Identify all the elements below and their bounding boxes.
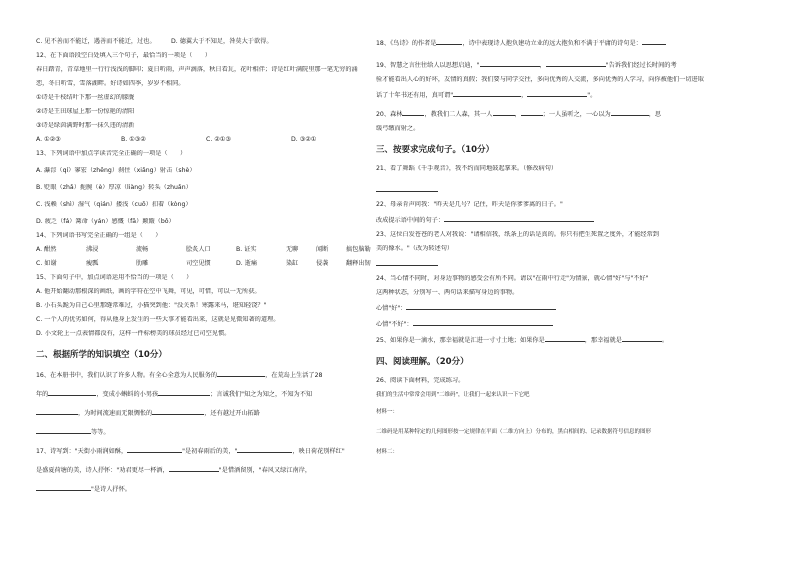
q14-option-c-word-1: C. 如谢 (36, 260, 57, 267)
q18-line (376, 38, 716, 48)
q18-text-b: ，诗中表现诗人抱负建功立业的远大抱负和不满于平庸的诗句是： (462, 40, 642, 47)
q22-answer-blank[interactable] (444, 215, 594, 222)
q14-option-b-word-2: 无聊 (286, 246, 299, 253)
q17-text-f: "是诗人抒怀。 (91, 486, 131, 493)
q15-option-b: B. 小石头跪为自己心里那缝常难过，小猫突到他："没关系！寒露来马，堪知轻饶？" (36, 302, 267, 309)
q14-option-d-word-2: 染缸 (286, 260, 299, 267)
q17-blank-3[interactable] (169, 465, 219, 472)
q13-option-d: D. 疲乏（fá）篝命（yán）感慨（fā）颠簸（bǒ） (36, 218, 175, 225)
q17-line-3 (36, 484, 376, 494)
q16-line-2 (36, 389, 376, 399)
q19-line-1 (376, 60, 716, 70)
material-2-label: 材料二： (376, 449, 399, 455)
q24-good-mood-label: 心情"好"： (376, 305, 407, 312)
q16-blank-3[interactable] (158, 389, 210, 396)
q11-option-c: C. 见不善而不能迁，遇善而不能迁，过也。 (36, 38, 156, 45)
q19-text-g: "。 (587, 92, 597, 99)
q23-line-2: 美的像水。"（改为转述句） (376, 245, 454, 252)
q24-bad-mood-label: 心情"不好"： (376, 321, 413, 328)
q13-option-a: A. 瀑淙（qí）寥宏（zhēng）刹住（xiǎng）射击（shè） (36, 167, 196, 174)
q17-text-c: ，映日荷花别样红" (292, 448, 345, 455)
q15-option-a: A. 他开始翻动那根深的画纸，画的字符在空中飞舞，可见，可惜，可以一无所获。 (36, 288, 261, 295)
q23-line-1: 23、这位白发苍苍的老人对我说："请相信我，纸条上的话是真的。你只有把生死置之度外，才能经常到 (376, 231, 659, 238)
q12-item-1: ①诗是千枝结叶下那一丝虚幻的朦胧 (36, 94, 135, 101)
q11-option-d: D. 德翼大于不知足，咎莫大于欲得。 (171, 38, 273, 45)
q16-line-4 (36, 427, 376, 437)
q20-text-d: ；一人虽听之，一心以为 (542, 111, 611, 118)
q16-line-3 (36, 408, 376, 418)
q17-text-a: 17、诗写到："天街小雨润如酥， (36, 448, 128, 455)
q16-text-g: ，还有越过开山拓路 (204, 410, 260, 417)
q20-blank-1[interactable] (402, 109, 424, 116)
q14-options-cd (36, 260, 376, 268)
q21-answer-blank[interactable] (376, 185, 438, 192)
q14-options-ab (36, 246, 376, 254)
q24-good-mood-blank[interactable] (406, 303, 556, 310)
q16-text-h: 等等。 (91, 429, 110, 436)
q21-answer-line (376, 185, 716, 195)
section-3-heading: 三、按要求完成句子。（10分） (376, 145, 495, 155)
q19-line-2: 验才能看出人心的好坏，友情的真假；我们要与同学交往，多向优秀的人交流，多向优秀的人学习，向你被他们一切进取 (376, 76, 704, 83)
q12-option-b: B. ①③② (121, 136, 146, 143)
q23-answer-line (376, 259, 716, 269)
q16-text-b: ，在荒岛上生活了28 (265, 372, 323, 379)
q12-stem: 12、在下面语段空白处填入三个句子，最恰当的一项是（ ） (36, 52, 211, 59)
q20-text-e: ，思 (648, 111, 662, 118)
q16-blank-1[interactable] (217, 370, 265, 377)
q20-text-b: ，教我们二人森，其一人 (424, 111, 493, 118)
q22-stem: 22、母亲肯声问我："昨天是几号？记住，昨天是你爹爹离的日子。" (376, 201, 563, 208)
q14-option-a-word-1: A. 酣然 (36, 246, 57, 253)
left-column (36, 38, 376, 494)
q20-text-a: 20、森林 (376, 111, 403, 118)
q17-text-e: "是惜酒留别，"春风又绿江南岸， (218, 467, 312, 474)
q20-blank-3[interactable] (521, 109, 543, 116)
q14-option-b-word-4: 搞包脑勒 (346, 246, 371, 253)
q15-option-d: D. 小文轮上一点表情都没有，这样一件标榜美的球员经过已司空见惯。 (36, 330, 231, 337)
q17-line-1 (36, 446, 376, 456)
right-column (376, 38, 716, 456)
q25-text-c: 。 (661, 337, 669, 344)
q16-line-1 (36, 370, 376, 380)
q18-blank-2[interactable] (642, 38, 666, 45)
q16-blank-6[interactable] (36, 427, 91, 434)
q19-text-a: 19、智慧之言往往给人以思想启迪，" (376, 62, 480, 69)
q25-line (376, 335, 716, 345)
q17-line-2 (36, 465, 376, 475)
section-2-heading: 二、根据所学的知识填空（10分） (36, 350, 167, 360)
q19-text-c: "告诉我们经过长时间的考 (605, 62, 677, 69)
q20-line-2: 缓弓缴而射之。 (376, 125, 420, 132)
q12-options (36, 136, 376, 144)
q24-bad-mood-line (376, 319, 716, 329)
material-1-text: 二维码是用某种特定的几何图形按一定规律在平面（二维方向上）分布的，黑白相间的、记录数据符号信息的图形 (376, 429, 652, 435)
material-1-label: 材料一： (376, 409, 399, 415)
q13-option-b: B. 贬眼（zhǎ）扼腕（è）厚凉（liàng）转头（zhuǎn） (36, 184, 192, 191)
q20-blank-2[interactable] (493, 109, 515, 116)
q13-stem: 13、下列词语中加点字读音完全正确的一项是（ ） (36, 150, 187, 157)
q15-stem: 15、下面句子中，加点词语运用不恰当的一项是（ ） (36, 274, 193, 281)
q12-option-d: D. ③②① (291, 136, 317, 143)
q19-blank-2[interactable] (546, 60, 606, 67)
q17-blank-2[interactable] (237, 446, 292, 453)
q14-option-d-word-4: 翻释出韧 (346, 260, 371, 267)
q16-text-c: 年的 (36, 391, 49, 398)
q14-stem: 14、下列词语书写完全正确的一组是（ ） (36, 232, 162, 239)
q23-answer-blank[interactable] (376, 259, 438, 266)
q12-item-2: ②诗是王田球屋上那一份惊艳的清阳 (36, 108, 135, 115)
q18-text-a: 18、《鸟诗》的作者是 (376, 40, 437, 47)
q11-options-cd (36, 38, 376, 46)
q24-line-1: 24、当心情不同时，对身边事物的感受会有所不同。请以"在雨中行走"为情景，就心情"好"与"不好" (376, 275, 649, 282)
q24-good-mood-line (376, 303, 716, 313)
q12-item-3: ③诗是绿茵满野时那一抹久违的清新 (36, 122, 135, 129)
q25-text-a: 25、如果你是一滴水，那幸福就是汇进一寸寸土地；如果你是 (376, 337, 545, 344)
q12-passage-line-2: 恋，冬日听雪，雪落湖畔。好诗如四季，岁岁不相同。 (36, 80, 185, 87)
q14-option-c-word-4: 司空见惯 (186, 260, 211, 267)
q17-text-d: 是盛夏荷塘的美，诗人抒怀："劝君更尽一杯酒， (36, 467, 169, 474)
q16-blank-2[interactable] (48, 389, 96, 396)
reading-intro: 我们的生活中常常会用到"二维码"，让我们一起来认识一下它吧 (376, 392, 530, 398)
q19-blank-3[interactable] (453, 90, 521, 97)
q15-option-c: C. 一个人的优劣如何，得从他身上发生的一些大事才能看出来，这就是见微知著的道理。 (36, 316, 280, 323)
q14-option-d-word-1: D. 逝痛 (236, 260, 258, 267)
q16-text-f: ，为时间流速而无限惆怅的 (78, 410, 153, 417)
q18-blank-1[interactable] (436, 38, 462, 45)
q20-blank-4[interactable] (611, 109, 649, 116)
q17-text-b: "是初春雨后的美，" (182, 448, 238, 455)
q17-blank-4[interactable] (36, 484, 91, 491)
q24-line-2: 这两种状态，分别写一、两句话来描写身边的事物。 (376, 289, 519, 296)
q19-blank-4[interactable] (527, 90, 587, 97)
q14-option-a-word-3: 流畅 (136, 246, 149, 253)
q14-option-a-word-4: 脍炙人口 (186, 246, 211, 253)
q19-line-3 (376, 90, 716, 100)
q12-passage-line-1: 春日踏青，青草地里一行行浅浅的脚印；夏日听雨，声声滴落，秋日看瓦，花叶相伴；诗是红叶满院里那一笔无穷的涌 (36, 66, 358, 73)
q20-text-c: ， (514, 111, 521, 118)
q12-option-c: C. ②①③ (206, 136, 231, 143)
q14-option-b-word-1: B. 证实 (236, 246, 257, 253)
q17-blank-1[interactable] (127, 446, 182, 453)
q22-prompt: 改成提示语中间的句子： (376, 217, 445, 224)
q21-stem: 21、看了舞蹈《千手观音》，我不约而同地鼓起掌来。（修改病句） (376, 165, 558, 172)
q14-option-c-word-2: 瘦瓢 (86, 260, 99, 267)
section-4-heading: 四、阅读理解。（20分） (376, 357, 469, 367)
q13-option-c: C. 浅赖（shì）湿气（qián）搂浅（cuō）扣着（kòng） (36, 201, 192, 208)
q14-option-c-word-3: 肋雕 (136, 260, 149, 267)
q16-text-a: 16、在本册书中，我们认识了许多人物。有全心全意为人民服务的 (36, 372, 218, 379)
q14-option-b-word-3: 闻断 (316, 246, 329, 253)
q25-blank-1[interactable] (545, 335, 585, 342)
q24-bad-mood-blank[interactable] (413, 319, 553, 326)
q16-blank-5[interactable] (152, 408, 204, 415)
q19-blank-1[interactable] (480, 60, 540, 67)
q16-text-d: ，变成小蝌蚪的小男孩 (96, 391, 159, 398)
q16-blank-4[interactable] (36, 408, 78, 415)
q19-text-f: ， (521, 92, 528, 99)
q19-text-e: 话了十年书还有用，真可谓" (376, 92, 454, 99)
q25-text-b: ，那幸福就是 (584, 337, 622, 344)
q20-line-1 (376, 109, 716, 119)
q14-option-a-word-2: 沸浸 (86, 246, 99, 253)
q14-option-d-word-3: 侵袭 (316, 260, 329, 267)
q19-text-b: ， (539, 62, 546, 69)
q22-prompt-line (376, 215, 716, 225)
q12-option-a: A. ①②③ (36, 136, 61, 143)
q25-blank-2[interactable] (622, 335, 662, 342)
q16-text-e: ；言诚我们"知之为知之，不知为不知 (210, 391, 313, 398)
q26-stem: 26、阅读下面材料，完成练习。 (376, 377, 465, 384)
